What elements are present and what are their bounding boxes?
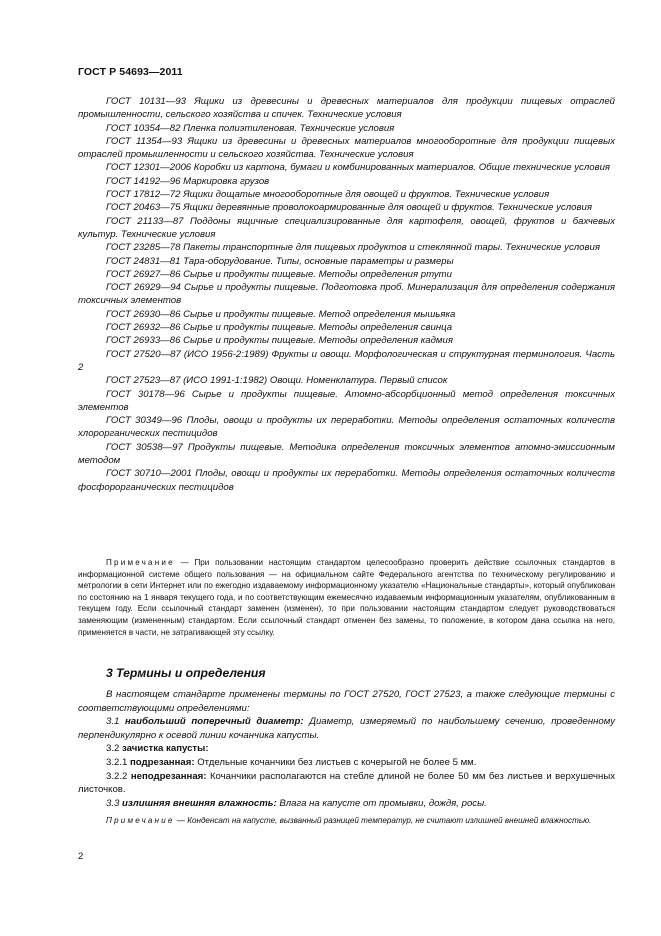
- reference-item: ГОСТ 10131—93 Ящики из древесины и древесных материалов для продукции пищевых отраслей промышленности, сельского хозяйства и спичек. Технические условия: [78, 96, 615, 121]
- term-name: неподрезанная:: [130, 770, 207, 782]
- term-number: 3.2: [106, 743, 120, 755]
- terms-section: [78, 688, 615, 810]
- note-text: — При пользовании настоящим стандартом целесообразно проверить действие ссылочных стандартов в информационной системе общего пользования — на официальном сайте Федерального агентства по техническому регулированию и метрологии в сети Интернет или по ежегодно издаваемому информационному указателю «Национальные стандарты», который опубликован по состоянию на 1 января текущего года, и по соответствующим ежемесячно издаваемым информационным указателям, опубликованным в текущем году. Если ссылочный стандарт заменен (изменен), то при пользовании настоящим стандартом следует руководствоваться заменяющим (измененным) стандартом. Если ссылочный стандарт отменен без замены, то положение, в котором дана ссылка на него, применяется в части, не затрагивающей эту ссылку.: [78, 558, 615, 637]
- term-definition: Диаметр, измеряемый по наибольшему сечению, проведенному перпендикулярно к осевой линии кочанчика капусты.: [78, 716, 615, 741]
- terms-note: [78, 815, 615, 827]
- reference-item: ГОСТ 14192—96 Маркировка грузов: [106, 175, 270, 187]
- term-name: излишняя внешняя влажность:: [122, 797, 277, 809]
- term-3-2-2: [78, 770, 615, 797]
- reference-item: ГОСТ 30349—96 Плоды, овощи и продукты их переработки. Методы определения остаточных количеств хлорорганических пестицидов: [78, 415, 615, 440]
- reference-item: ГОСТ 26932—86 Сырье и продукты пищевые. Методы определения свинца: [106, 322, 453, 334]
- term-number: 3.2.1: [106, 756, 128, 768]
- note-text: — Конденсат на капусте, вызванный разницей температур, не считают излишней внешней влажностью.: [176, 816, 592, 825]
- reference-item: ГОСТ 23285—78 Пакеты транспортные для пищевых продуктов и стеклянной тары. Технические условия: [106, 242, 600, 254]
- reference-item: ГОСТ 27520—87 (ИСО 1956-2:1989) Фрукты и овощи. Морфологическая и структурная терминология. Часть 2: [78, 348, 615, 373]
- reference-item: ГОСТ 30178—96 Сырье и продукты пищевые. Атомно-абсорбционный метод определения токсичных элементов: [78, 388, 615, 413]
- term-3-2: [78, 742, 615, 756]
- reference-item: ГОСТ 27523—87 (ИСО 1991-1:1982) Овощи. Номенклатура. Первый список: [106, 375, 448, 387]
- term-name: подрезанная:: [130, 756, 195, 768]
- terms-intro: В настоящем стандарте применены термины по ГОСТ 27520, ГОСТ 27523, а также следующие термины с соответствующими определениями:: [78, 689, 615, 714]
- references-note: [78, 557, 615, 638]
- normative-references-list: [78, 95, 615, 494]
- term-number: 3.1: [106, 716, 120, 728]
- section-title: 3 Термины и определения: [106, 666, 266, 680]
- note-label: Примечание: [106, 558, 175, 567]
- reference-item: ГОСТ 20463—75 Ящики деревянные проволокоармированные для овощей и фруктов. Технические условия: [106, 202, 592, 214]
- reference-item: ГОСТ 26927—86 Сырье и продукты пищевые. Методы определения ртути: [106, 268, 452, 280]
- reference-item: ГОСТ 10354—82 Пленка полиэтиленовая. Технические условия: [106, 122, 395, 134]
- term-3-1: [78, 715, 615, 742]
- note-label: Примечание: [106, 816, 175, 825]
- term-definition: Влага на капусте от промывки, дождя, росы.: [279, 797, 487, 809]
- term-3-2-1: [78, 756, 615, 770]
- reference-item: ГОСТ 21133—87 Поддоны ящичные специализированные для картофеля, овощей, фруктов и бахчевых культур. Технические условия: [78, 215, 615, 240]
- page-number: 2: [78, 851, 84, 862]
- term-name: наибольший поперечный диаметр:: [125, 716, 304, 728]
- term-definition: Отдельные кочанчики без листьев с кочерыгой не более 5 мм.: [197, 756, 477, 768]
- reference-item: ГОСТ 26933—86 Сырье и продукты пищевые. Методы определения кадмия: [106, 335, 453, 347]
- term-3-3: [78, 797, 615, 811]
- reference-item: ГОСТ 30538—97 Продукты пищевые. Методика определения токсичных элементов атомно-эмиссионным методом: [78, 441, 615, 467]
- reference-item: ГОСТ 26929—94 Сырье и продукты пищевые. Подготовка проб. Минерализация для определения содержания токсичных элементов: [78, 282, 615, 307]
- reference-item: ГОСТ 17812—72 Ящики дощатые многооборотные для овощей и фруктов. Технические условия: [106, 189, 550, 201]
- term-definition: Кочанчики располагаются на стебле длиной не более 50 мм без листьев и верхушечных листочков.: [78, 770, 616, 796]
- document-header: ГОСТ Р 54693—2011: [78, 66, 183, 78]
- term-name: зачистка капусты:: [122, 743, 209, 755]
- reference-item: ГОСТ 26930—86 Сырье и продукты пищевые. Метод определения мышьяка: [106, 308, 456, 320]
- reference-item: ГОСТ 24831—81 Тара-оборудование. Типы, основные параметры и размеры: [106, 255, 454, 267]
- reference-item: ГОСТ 11354—93 Ящики из древесины и древесных материалов многооборотные для продукции пищевых отраслей промышленности и сельского хозяйства. Технические условия: [78, 135, 615, 161]
- reference-item: ГОСТ 30710—2001 Плоды, овощи и продукты их переработки. Методы определения остаточных количеств фосфорорганических пестицидов: [78, 468, 615, 493]
- term-number: 3.2.2: [106, 770, 128, 782]
- term-number: 3.3: [106, 797, 120, 809]
- reference-item: ГОСТ 12301—2006 Коробки из картона, бумаги и комбинированных материалов. Общие технические условия: [106, 162, 611, 174]
